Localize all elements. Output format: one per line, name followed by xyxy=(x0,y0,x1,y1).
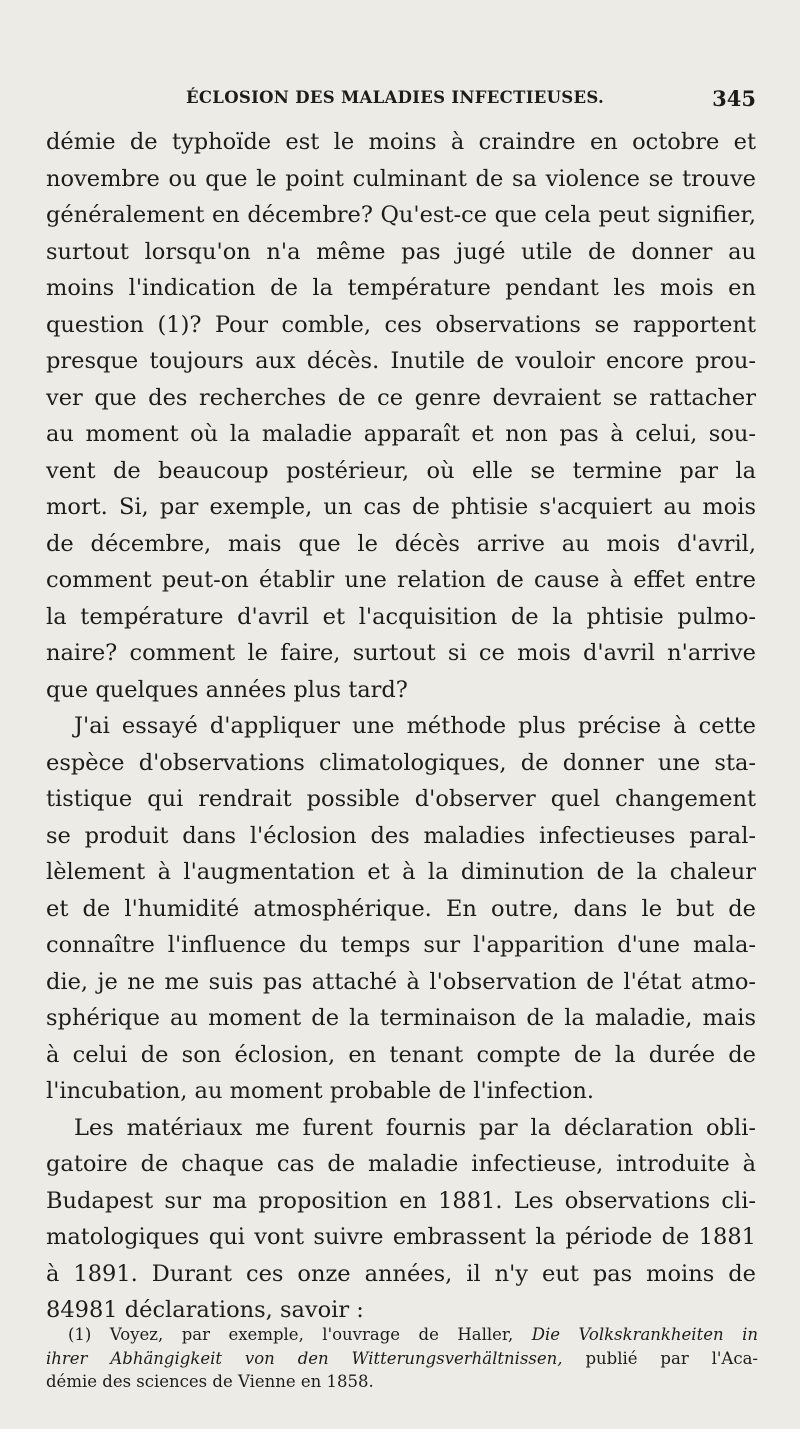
text-line: moins l'indication de la température pendant les mois en xyxy=(46,275,756,301)
body-text xyxy=(46,124,756,1329)
text-line: naire? comment le faire, surtout si ce mois d'avril n'arrive xyxy=(46,640,756,666)
text-line: démie de typhoïde est le moins à craindre en octobre et xyxy=(46,129,756,155)
footnote-text: (1) Voyez, par exemple, l'ouvrage de Haller, xyxy=(68,1325,514,1344)
text-line: lèlement à l'augmentation et à la diminution de la chaleur xyxy=(46,859,756,885)
text-line: surtout lorsqu'on n'a même pas jugé utile de donner au xyxy=(46,238,756,265)
text-line: comment peut-on établir une relation de cause à effet entre xyxy=(46,567,756,593)
footnote-line: démie des sciences de Vienne en 1858. xyxy=(46,1372,374,1391)
text-line: vent de beaucoup postérieur, où elle se termine par la xyxy=(46,457,756,484)
text-line: à 1891. Durant ces onze années, il n'y eut pas moins de xyxy=(46,1260,756,1287)
running-head xyxy=(46,88,756,114)
text-line: presque toujours aux décès. Inutile de vouloir encore prou- xyxy=(46,348,756,374)
text-line: connaître l'influence du temps sur l'apparition d'une mala- xyxy=(46,932,756,958)
page-number: 345 xyxy=(712,86,756,111)
running-title: ÉCLOSION DES MALADIES INFECTIEUSES. xyxy=(186,88,605,107)
footnote-book-title: ihrer Abhängigkeit von den Witterungsverhältnissen, xyxy=(46,1348,563,1368)
text-line: Budapest sur ma proposition en 1881. Les observations cli- xyxy=(46,1187,756,1214)
footnote-line xyxy=(46,1323,758,1347)
text-line: 84981 déclarations, savoir : xyxy=(46,1297,364,1323)
text-line: que quelques années plus tard? xyxy=(46,676,408,703)
paragraph-start-line: Les matériaux me furent fournis par la déclaration obli- xyxy=(74,1114,756,1141)
text-line: mort. Si, par exemple, un cas de phtisie s'acquiert au mois xyxy=(46,494,756,520)
text-line: généralement en décembre? Qu'est-ce que cela peut signifier, xyxy=(46,202,756,228)
text-line: die, je ne me suis pas attaché à l'observation de l'état atmo- xyxy=(46,968,756,995)
text-line: espèce d'observations climatologiques, de donner une sta- xyxy=(46,749,756,776)
text-line: tistique qui rendrait possible d'observer quel changement xyxy=(46,786,756,812)
footnote-text: publié par l'Aca- xyxy=(585,1348,758,1368)
text-line: se produit dans l'éclosion des maladies infectieuses paral- xyxy=(46,822,756,849)
text-line: à celui de son éclosion, en tenant compte de la durée de xyxy=(46,1041,756,1068)
text-line: de décembre, mais que le décès arrive au mois d'avril, xyxy=(46,530,756,557)
text-line: la température d'avril et l'acquisition de la phtisie pulmo- xyxy=(46,603,756,630)
text-line: ver que des recherches de ce genre devraient se rattacher xyxy=(46,384,756,411)
footnote xyxy=(46,1323,758,1394)
text-line: l'incubation, au moment probable de l'infection. xyxy=(46,1078,595,1104)
text-line: question (1)? Pour comble, ces observations se rapportent xyxy=(46,311,756,338)
text-line: gatoire de chaque cas de maladie infectieuse, introduite à xyxy=(46,1151,756,1177)
text-line: et de l'humidité atmosphérique. En outre, dans le but de xyxy=(46,895,756,922)
text-line: sphérique au moment de la terminaison de la maladie, mais xyxy=(46,1005,756,1031)
text-line: au moment où la maladie apparaît et non pas à celui, sou- xyxy=(46,421,756,447)
footnote-line xyxy=(46,1347,758,1371)
paragraph-start-line: J'ai essayé d'appliquer une méthode plus précise à cette xyxy=(74,713,756,739)
footnote-book-title: Die Volkskrankheiten in xyxy=(531,1325,759,1344)
text-line: novembre ou que le point culminant de sa violence se trouve xyxy=(46,165,756,192)
text-line: matologiques qui vont suivre embrassent la période de 1881 xyxy=(46,1224,756,1250)
